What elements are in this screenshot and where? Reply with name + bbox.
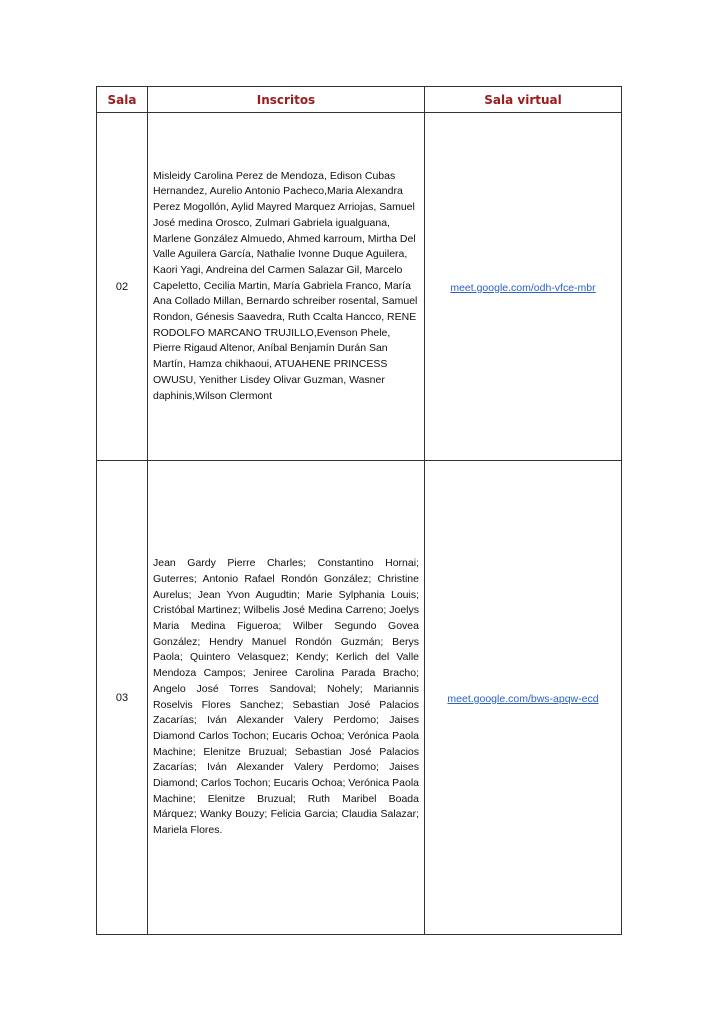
header-sala: Sala — [97, 87, 148, 113]
sala-number: 02 — [97, 113, 148, 461]
meet-link[interactable]: meet.google.com/odh-vfce-mbr — [450, 281, 596, 294]
enrolled-list: Jean Gardy Pierre Charles; Constantino Hornai; Guterres; Antonio Rafael Rondón González; Christine Aurelus; Jean Yvon Augudtin; Marie Sylphania Louis; Cristóbal Martinez; Wilbelis José Medina Carreno; Joelys Maria Medina Figueroa; Wilber Segundo Govea González; Hendry Manuel Rondón Guzmán; Berys Paola; Quintero Velasquez; Kendy; Kerlich del Valle Mendoza Campos; Jeniree Carolina Parada Bracho; Angelo José Torres Sandoval; Nohely; Mariannis Roselvis Flores Sanchez; Sebastian José Palacios Zacarías; Iván Alexander Valery Perdomo; Jaises Diamond Carlos Tochon; Eucaris Ochoa; Verónica Paola Machine; Elenitze Bruzual; Sebastian José Palacios Zacarías; Iván Alexander Valery Perdomo; Jaises Diamond; Carlos Tochon; Eucaris Ochoa; Verónica Paola Machine; Elenitze Bruzual; Ruth Maribel Boada Márquez; Wanky Bouzy; Felicia Garcia; Claudia Salazar; Mariela Flores. — [153, 557, 419, 837]
table-row — [97, 461, 622, 935]
enrolled-cell — [148, 113, 425, 461]
header-inscritos: Inscritos — [148, 87, 425, 113]
virtual-room-cell — [425, 113, 622, 461]
meet-link[interactable]: meet.google.com/bws-apqw-ecd — [447, 692, 599, 705]
sala-number: 03 — [97, 461, 148, 935]
table-row — [97, 113, 622, 461]
header-row — [97, 87, 622, 113]
enrollment-table — [96, 86, 622, 935]
enrolled-list: Misleidy Carolina Perez de Mendoza, Edison Cubas Hernandez, Aurelio Antonio Pacheco,Maria Alexandra Perez Mogollón, Aylid Mayred Marquez Arriojas, Samuel José medina Orosco, Zulmari Gabriela igualguana, Marlene González Almuedo, Ahmed karroum, Mirtha Del Valle Aguilera García, Nathalie Ivonne Duque Aguilera, Kaori Yagi, Andreina del Carmen Salazar Gil, Marcelo Capeletto, Cecilia Martin, María Gabriela Franco, María Ana Collado Millan, Bernardo schreiber rosental, Samuel Rondon, Génesis Saavedra, Ruth Ccalta Hancco, RENE RODOLFO MARCANO TRUJILLO,Evenson Phele, Pierre Rigaud Altenor, Aníbal Benjamín Durán San Martín, Hamza chikhaoui, ATUAHENE PRINCESS OWUSU, Yenither Lisdey Olivar Guzman, Wasner daphinis,Wilson Clermont — [153, 169, 418, 402]
enrolled-cell — [148, 461, 425, 935]
header-sala-virtual: Sala virtual — [425, 87, 622, 113]
virtual-room-cell — [425, 461, 622, 935]
